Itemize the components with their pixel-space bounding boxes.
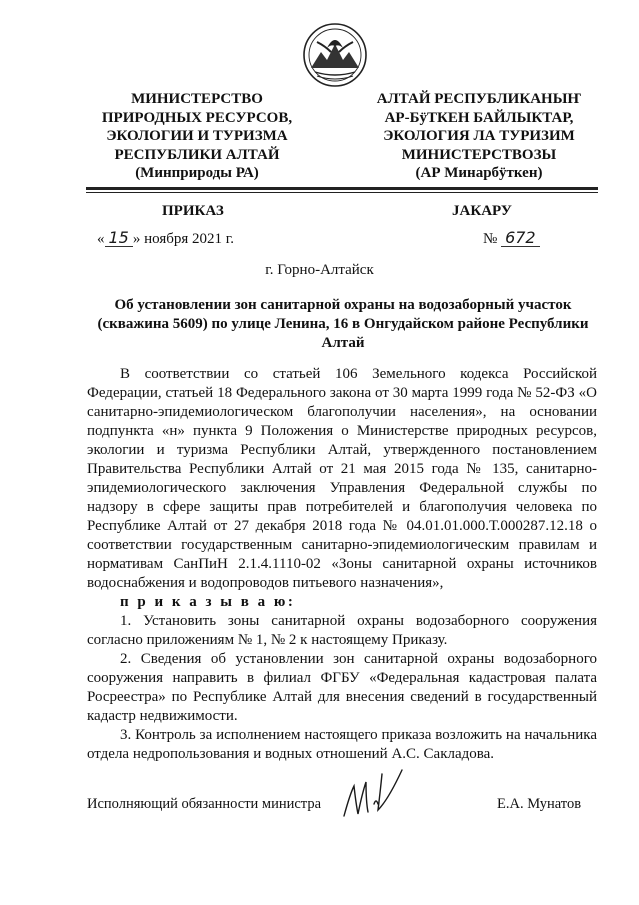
preamble-paragraph: В соответствии со статьей 106 Земельного кодекса Российской Федерации, статьей 18 Федерального закона от 30 марта 1999 года № 52-ФЗ «О санитарно-эпидемиологическом благополучии населения», на основании подпункта «н» пункта 9 Положения о Министерстве природных ресурсов, экологии и туризма Республики Алтай, утвержденного постановлением Правительства Республики Алтай от 21 мая 2015 года № 135, санитарно-эпидемиологического заключения Управления Федеральной службы по надзору в сфере защиты прав потребителей и благополучия человека по Республике Алтай от 27 декабря 2018 года № 04.01.01.000.Т.000287.12.18 о соответствии государственным санитарно-эпидемиологическим правилам и нормативам СанПиН 2.1.4.1110-02 «Зоны санитарной охраны источников водоснабжения и водопроводов питьевого назначения», xyxy=(87,366,597,591)
order-item: 3. Контроль за исполнением настоящего приказа возложить на начальника отдела недропользования и водных отношений А.С. Сакладова. xyxy=(87,727,597,762)
order-number xyxy=(483,230,540,248)
date-day-handwritten: 15 xyxy=(105,230,133,247)
header-line: (АР Минарбÿткен) xyxy=(415,165,543,181)
orders-word: п р и к а з ы в а ю: xyxy=(120,594,296,610)
header-line: ПРИРОДНЫХ РЕСУРСОВ, xyxy=(101,109,293,126)
doc-type-russian: ПРИКАЗ xyxy=(162,203,224,219)
republic-altai-emblem-icon xyxy=(297,22,373,88)
header-divider-thick xyxy=(86,187,598,190)
ministry-name-altai xyxy=(364,90,594,183)
signatory-position: Исполняющий обязанности министра xyxy=(87,796,322,812)
document-body xyxy=(87,365,597,764)
header-line: ЭКОЛОГИЯ ЛА ТУРИЗИМ xyxy=(383,128,575,144)
document-title: Об установлении зон санитарной охраны на водозаборный участок (скважина 5609) по улице Ленина, 16 в Онгудайском районе Республики Алтай xyxy=(97,297,589,351)
city: г. Горно-Алтайск xyxy=(265,262,374,278)
header-line: АР-БÿТКЕН БАЙЛЫКТАР, xyxy=(384,109,574,126)
header-divider-thin xyxy=(86,192,598,193)
order-item: 1. Установить зоны санитарной охраны водозаборного сооружения согласно приложениям № 1, № 2 к настоящему Приказу. xyxy=(87,613,597,648)
header-line: (Минприроды РА) xyxy=(135,165,259,181)
ministry-name-russian xyxy=(82,90,312,183)
doc-type-altai: JАКАРУ xyxy=(452,203,512,219)
header-line: АЛТАЙ РЕСПУБЛИКАНЫҤ xyxy=(376,91,582,107)
header-line: ЭКОЛОГИИ И ТУРИЗМА xyxy=(106,128,288,144)
number-prefix: № xyxy=(483,231,502,247)
date-suffix: г. xyxy=(222,231,235,247)
order-date xyxy=(97,230,234,248)
date-open-quote: « xyxy=(97,231,105,247)
header-line: МИНИСТЕРСТВОЗЫ xyxy=(401,146,557,163)
date-month: » ноября 20 xyxy=(132,231,208,247)
signatory-name: Е.А. Мунатов xyxy=(497,796,582,812)
date-year-handwritten: 21 xyxy=(207,231,223,247)
order-item: 2. Сведения об установлении зон санитарной охраны водозаборного сооружения направить в филиал ФГБУ «Федеральная кадастровая палата Росреестра» по Республике Алтай для внесения сведений в государственный кадастр недвижимости. xyxy=(87,651,597,724)
header-line: МИНИСТЕРСТВО xyxy=(131,91,263,107)
handwritten-signature xyxy=(336,764,416,824)
header-line: РЕСПУБЛИКИ АЛТАЙ xyxy=(114,146,280,163)
number-handwritten: 672 xyxy=(501,230,540,247)
